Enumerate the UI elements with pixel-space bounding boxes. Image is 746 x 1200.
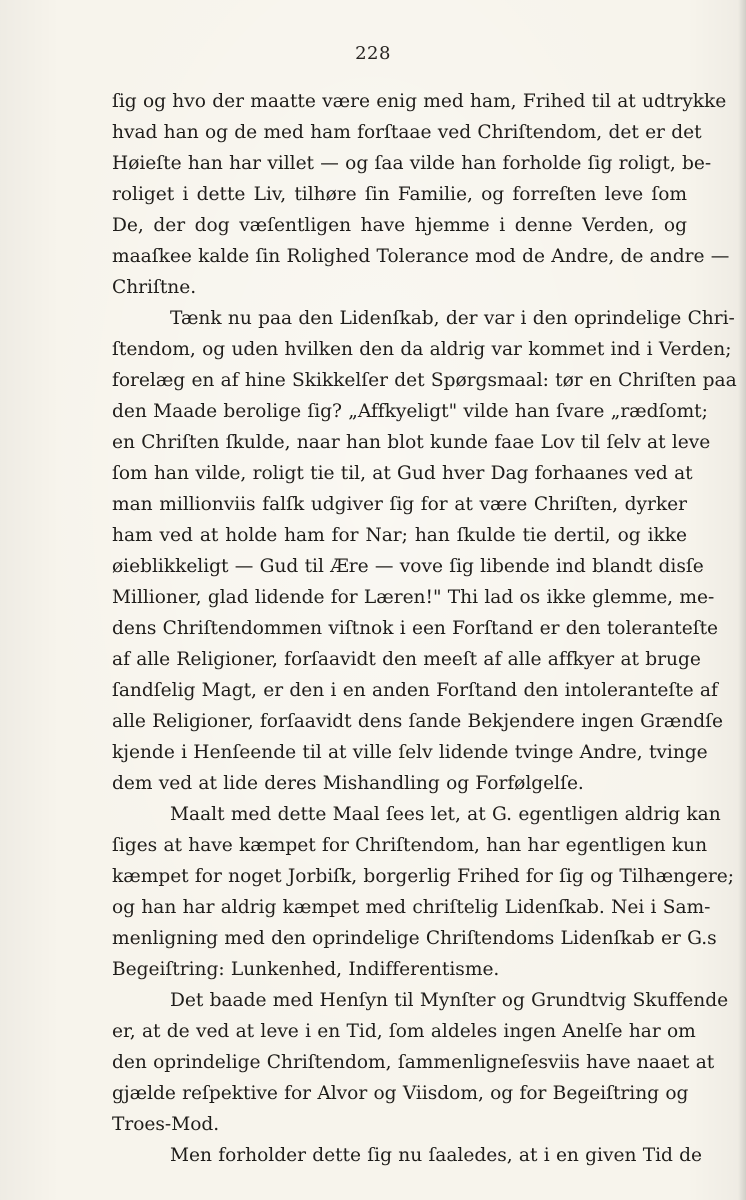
text-line: en Chriſten ſkulde, naar han blot kunde faae Lov til ſelv at leve xyxy=(112,432,711,453)
text-line: Begeiſtring: Lunkenhed, Indifferentisme. xyxy=(112,959,500,980)
text-line: Maalt med dette Maal ſees let, at G. egentligen aldrig kan xyxy=(170,804,721,825)
text-line: roliget i dette Liv, tilhøre ſin Familie, og forreſten leve ſom xyxy=(112,184,687,205)
text-line: og han har aldrig kæmpet med chriſtelig Lidenſkab. Nei i Sam- xyxy=(112,897,711,918)
text-line: ſandſelig Magt, er den i en anden Forſtand den intoleranteſte af xyxy=(112,680,718,701)
text-line: kjende i Henſeende til at ville ſelv lidende tvinge Andre, tvinge xyxy=(112,742,708,763)
text-line: dens Chriſtendommen viſtnok i een Forſtand er den toleranteſte xyxy=(112,618,719,639)
text-line: ſig og hvo der maatte være enig med ham, Frihed til at udtrykke xyxy=(112,91,727,112)
text-line: ſiges at have kæmpet for Chriſtendom, han har egentligen kun xyxy=(112,835,708,856)
text-line: maaſkee kalde ſin Rolighed Tolerance mod de Andre, de andre — xyxy=(112,246,730,267)
text-line: hvad han og de med ham forſtaae ved Chriſtendom, det er det xyxy=(112,122,702,143)
body-text xyxy=(112,86,737,1166)
text-line: er, at de ved at leve i en Tid, ſom aldeles ingen Anelſe har om xyxy=(112,1021,696,1042)
text-line: De, der dog væſentligen have hjemme i denne Verden, og xyxy=(112,215,687,236)
text-line: Men forholder dette ſig nu ſaaledes, at i en given Tid de xyxy=(170,1145,703,1166)
text-line: gjælde reſpektive for Alvor og Viisdom, og for Begeiſtring og xyxy=(112,1083,689,1104)
text-line: Millioner, glad lidende for Læren!" Thi lad os ikke glemme, me- xyxy=(112,587,715,608)
text-line: Chriſtne. xyxy=(112,277,197,298)
text-line: ſtendom, og uden hvilken den da aldrig var kommet ind i Verden; xyxy=(112,339,732,360)
text-line: Tænk nu paa den Lidenſkab, der var i den oprindelige Chri- xyxy=(170,308,735,329)
text-line: dem ved at lide deres Mishandling og Forfølgelſe. xyxy=(112,773,584,794)
text-line: menligning med den oprindelige Chriſtendoms Lidenſkab er G.s xyxy=(112,928,717,949)
text-line: øieblikkeligt — Gud til Ære — vove ſig libende ind blandt disſe xyxy=(112,556,704,577)
text-line: Høieſte han har villet — og ſaa vilde han forholde ſig roligt, be- xyxy=(112,153,712,174)
text-line: forelæg en af hine Skikkelſer det Spørgsmaal: tør en Chriſten paa xyxy=(112,370,737,391)
text-line: Troes-Mod. xyxy=(112,1114,220,1135)
page-number: 228 xyxy=(355,43,391,64)
text-line: af alle Religioner, forſaavidt den meeſt af alle affkyer at bruge xyxy=(112,649,701,670)
page-edge-shadow xyxy=(738,0,746,1200)
text-line: kæmpet for noget Jorbiſk, borgerlig Frihed for ſig og Tilhængere; xyxy=(112,866,734,887)
text-line: den Maade berolige ſig? „Affkyeligt" vilde han ſvare „rædſomt; xyxy=(112,401,708,422)
text-line: ham ved at holde ham for Nar; han ſkulde tie dertil, og ikke xyxy=(112,525,687,546)
text-line: man millionviis falſk udgiver ſig for at være Chriſten, dyrker xyxy=(112,494,687,515)
text-line: alle Religioner, forſaavidt dens ſande Bekjendere ingen Grændſe xyxy=(112,711,723,732)
text-line: Det baade med Henſyn til Mynſter og Grundtvig Skuffende xyxy=(170,990,729,1011)
text-line: den oprindelige Chriſtendom, ſammenligneſesviis have naaet at xyxy=(112,1052,715,1073)
text-line: ſom han vilde, roligt tie til, at Gud hver Dag forhaanes ved at xyxy=(112,463,693,484)
